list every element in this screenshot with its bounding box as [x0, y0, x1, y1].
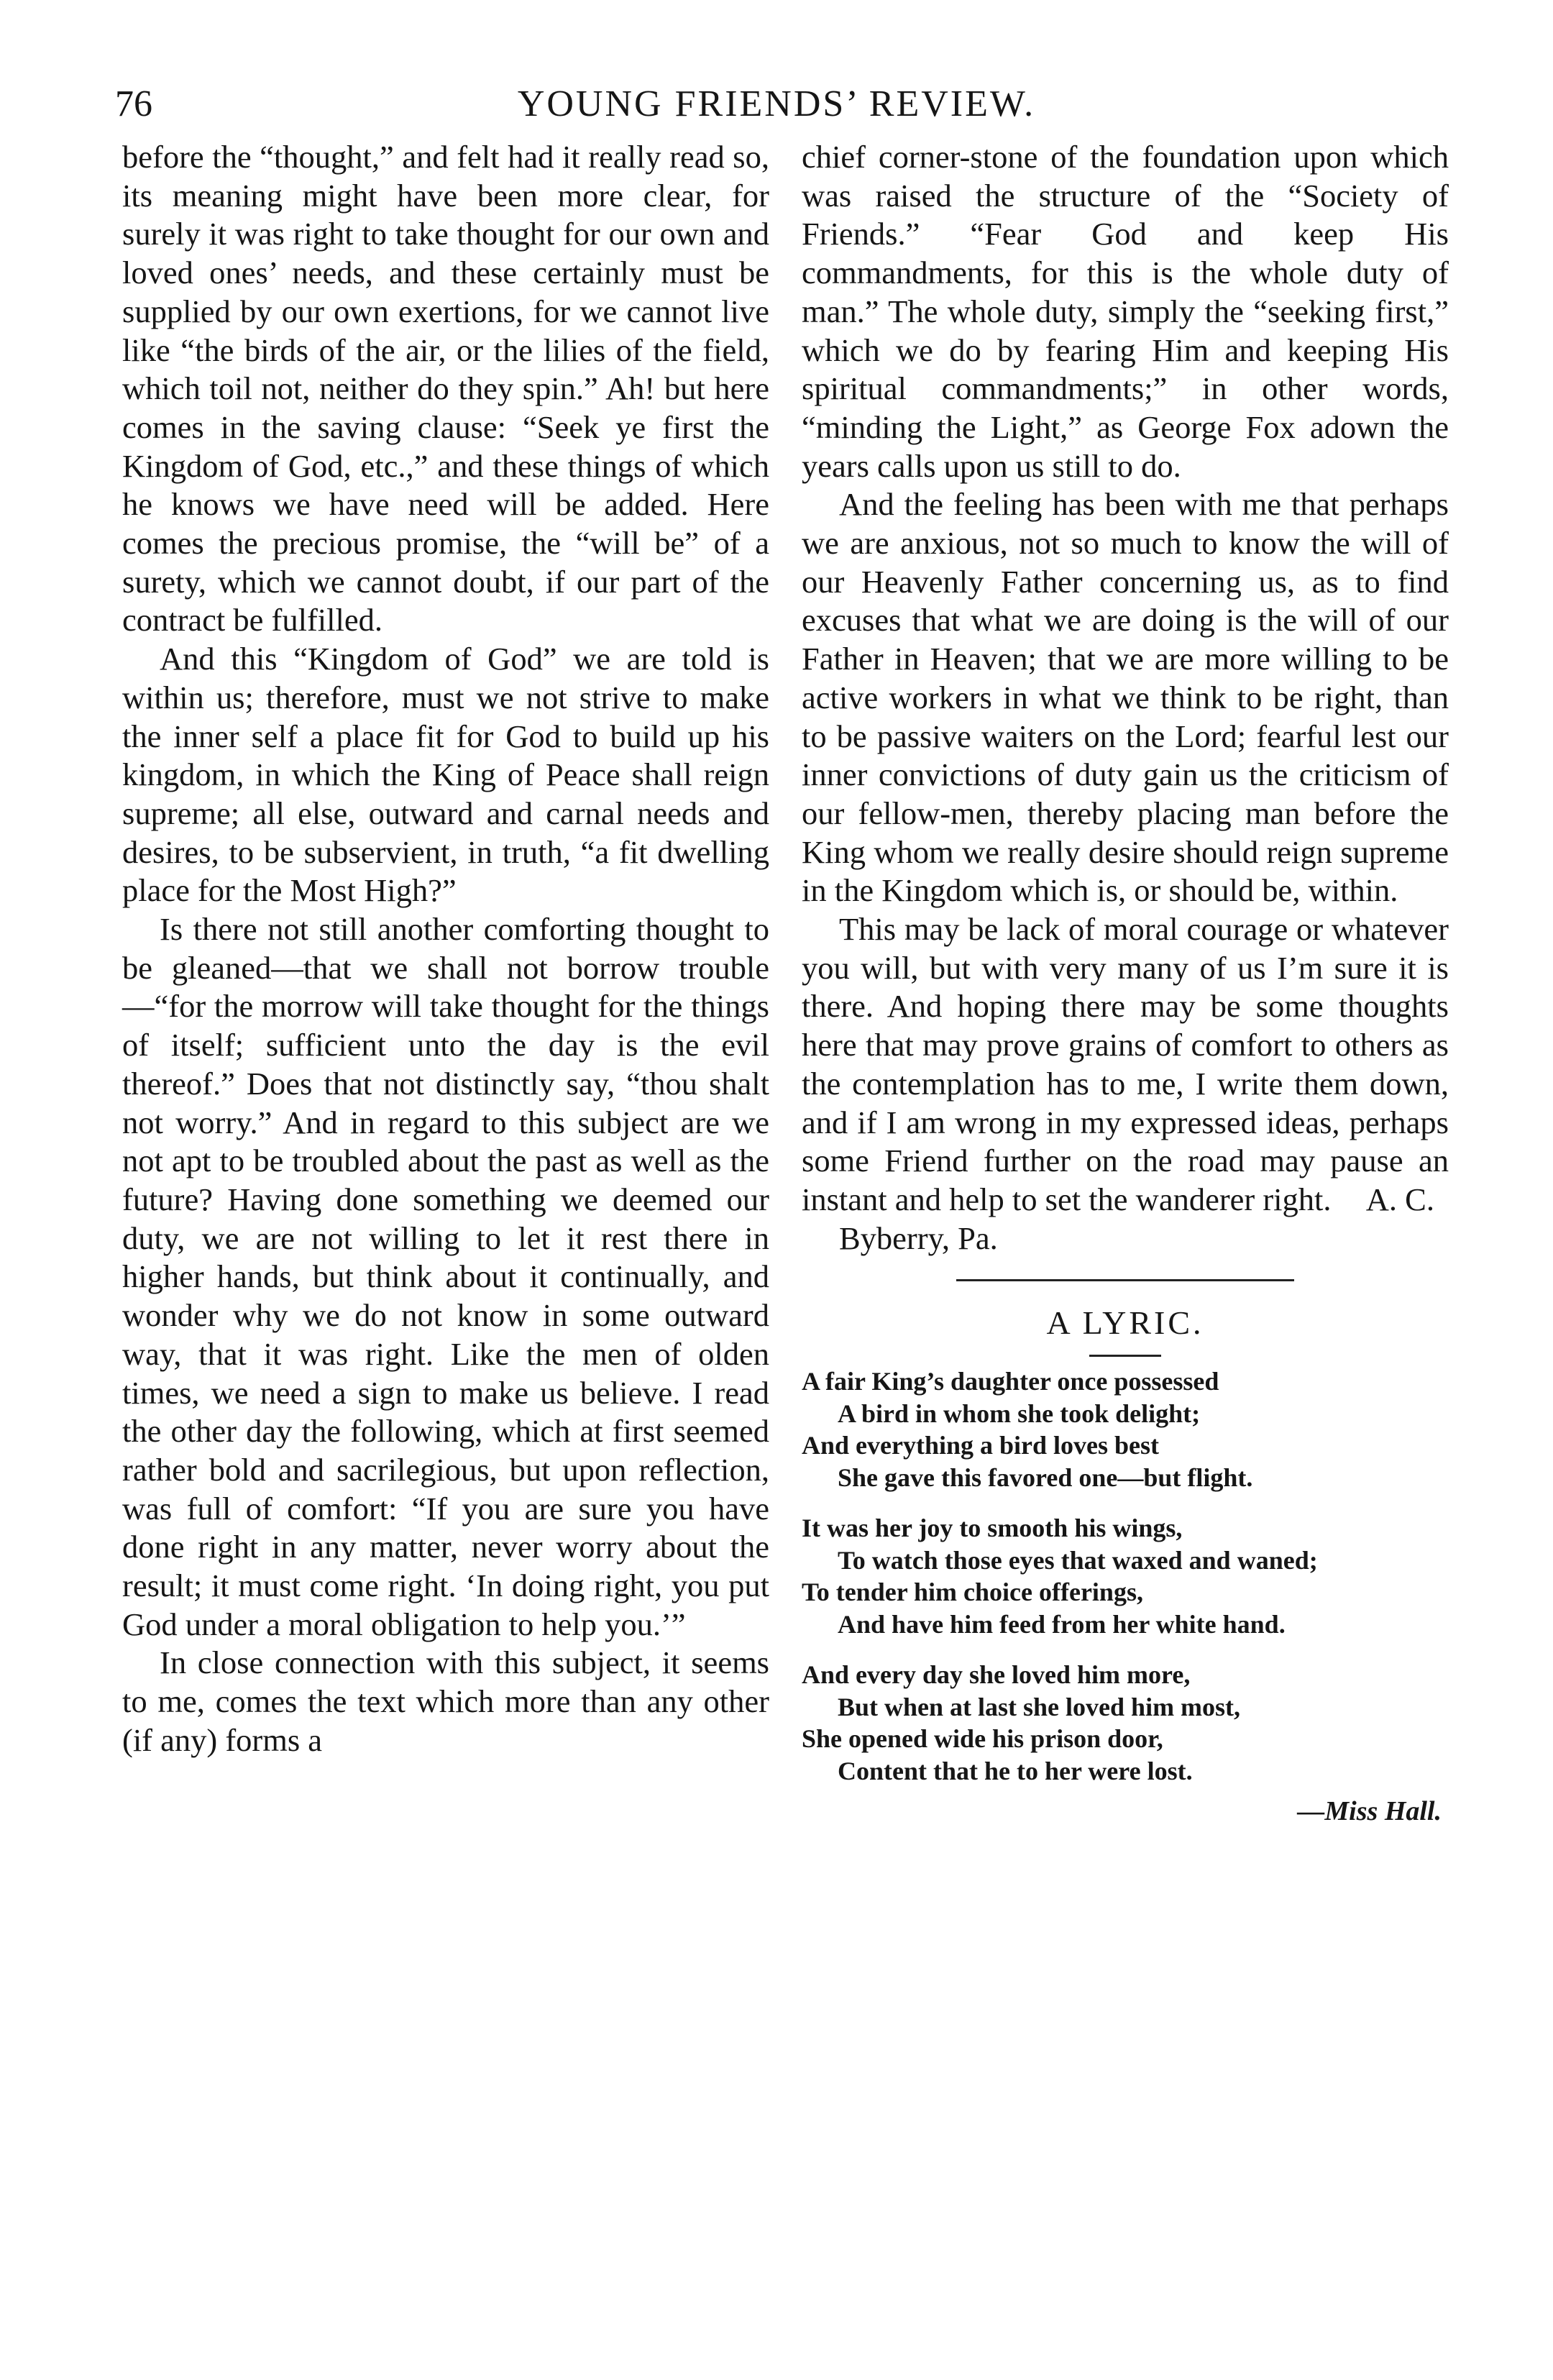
- page-header: [115, 75, 1438, 133]
- poem-line: To tender him choice offerings,: [802, 1578, 1143, 1607]
- paragraph: before the “thought,” and felt had it really read so, its meaning might have been more clear, for surely it was right to take thought for our own and loved ones’ needs, and these certainly must be supplied by our own exertions, for we cannot live like “the birds of the air, or the lilies of the field, which toil not, neither do they spin.” Ah! but here comes in the saving clause: “Seek ye first the Kingdom of God, etc.,” and these things of which he knows we have need will be added. Here comes the precious promise, the “will be” of a surety, which we cannot doubt, if our part of the contract be fulfilled.: [122, 139, 769, 639]
- poem-line: To watch those eyes that waxed and waned;: [838, 1545, 1318, 1575]
- signature-initials: A. C.: [1365, 1181, 1434, 1217]
- left-column: [122, 138, 769, 1760]
- poem-stanza: [802, 1365, 1449, 1493]
- poem-line: A fair King’s daughter once possessed: [802, 1367, 1219, 1396]
- poem-stanza: [802, 1659, 1449, 1787]
- paragraph: And this “Kingdom of God” we are told is within us; therefore, must we not strive to make the inner self a place fit for God to build up his kingdom, in which the King of Peace shall reign supreme; all else, outward and carnal needs and desires, to be subservient, in truth, “a fit dwelling place for the Most High?”: [122, 641, 769, 909]
- running-head: YOUNG FRIENDS’ REVIEW.: [517, 83, 1036, 124]
- poem-line: She opened wide his prison door,: [802, 1724, 1163, 1754]
- poem-line: And every day she loved him more,: [802, 1660, 1191, 1690]
- poem: [802, 1365, 1449, 1828]
- paragraph: Is there not still another comforting thought to be gleaned—that we shall not borrow trouble—“for the morrow will take thought for the things of itself; sufficient unto the day is the evil thereof.” Does that not distinctly say, “thou shalt not worry.” And in regard to this subject are we not apt to be troubled about the past as well as the future? Having done something we deemed our duty, we are not willing to let it rest there in higher hands, but think about it continually, and wonder why we do not know in some outward way, that it was right. Like the men of olden times, we need a sign to make us believe. I read the other day the following, which at first seemed rather bold and sacrilegious, but upon reflection, was full of comfort: “If you are sure you have done right in any matter, never worry about the result; it must come right. ‘In doing right, you put God under a moral obligation to help you.’”: [122, 911, 769, 1642]
- poem-line: It was her joy to smooth his wings,: [802, 1514, 1183, 1543]
- poem-attribution: —Miss Hall.: [1297, 1796, 1442, 1827]
- paragraph: And the feeling has been with me that perhaps we are anxious, not so much to know the will of our Heavenly Father concerning us, as to find excuses that what we are doing is the will of our Father in Heaven; that we are more willing to be active workers in what we think to be right, than to be passive waiters on the Lord; fearful lest our inner convictions of duty gain us the criticism of our fellow-men, thereby placing man before the King whom we really desire should reign supreme in the Kingdom which is, or should be, within.: [802, 486, 1449, 909]
- title-divider: [1089, 1355, 1161, 1357]
- poem-line: Content that he to her were lost.: [838, 1756, 1193, 1785]
- poem-line: And have him feed from her white hand.: [838, 1609, 1286, 1639]
- signature-place: Byberry, Pa.: [839, 1219, 998, 1256]
- poem-title: A LYRIC.: [1046, 1304, 1204, 1342]
- section-divider: [956, 1279, 1294, 1281]
- poem-line: She gave this favored one—but flight.: [838, 1463, 1253, 1492]
- paragraph: In close connection with this subject, it seems to me, comes the text which more than any other (if any) forms a: [122, 1644, 769, 1758]
- right-column: [802, 138, 1449, 1828]
- paragraph: This may be lack of moral courage or whatever you will, but with very many of us I’m sure it is there. And hoping there may be some thoughts here that may prove grains of comfort to others as the contemplation has to me, I write them down, and if I am wrong in my expressed ideas, perhaps some Friend further on the road may pause an instant and help to set the wanderer right.: [802, 911, 1449, 1217]
- page-number: 76: [115, 83, 152, 124]
- poem-stanza: [802, 1512, 1449, 1640]
- poem-line: But when at last she loved him most,: [838, 1692, 1241, 1721]
- poem-line: And everything a bird loves best: [802, 1431, 1160, 1460]
- paragraph: chief corner-stone of the foundation upon which was raised the structure of the “Society of Friends.” “Fear God and keep His commandments, for this is the whole duty of man.” The whole duty, simply the “seeking first,” which we do by fearing Him and keeping His spiritual commandments;” in other words, “minding the Light,” as George Fox adown the years calls upon us still to do.: [802, 139, 1449, 484]
- poem-line: A bird in whom she took delight;: [838, 1399, 1201, 1428]
